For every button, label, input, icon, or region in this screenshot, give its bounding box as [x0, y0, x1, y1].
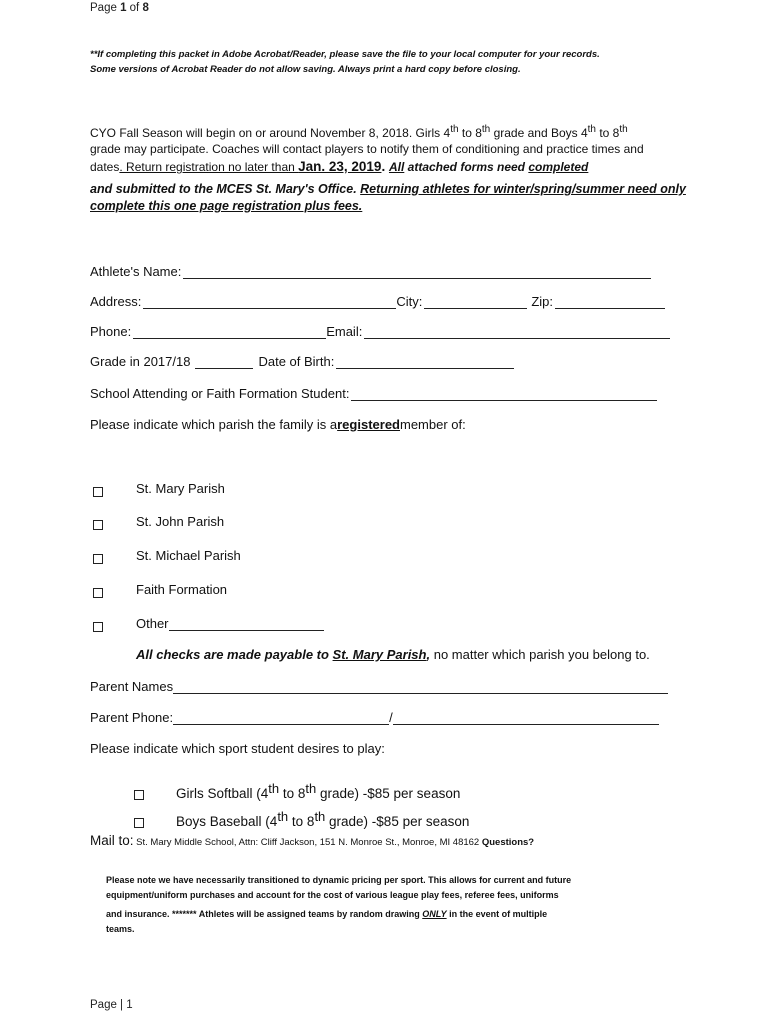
- pricing-note-line: teams.: [106, 924, 135, 934]
- checkbox-icon[interactable]: [93, 520, 103, 530]
- parent-names-label: Parent Names: [90, 679, 174, 694]
- mail-label: Mail to: [90, 833, 130, 848]
- parent-phone-slash: /: [389, 710, 393, 725]
- intro-line-5: complete this one page registration plus fees.: [90, 199, 363, 213]
- payment-text: no matter which parish you belong to.: [430, 647, 650, 662]
- footer-page-number: 1: [126, 999, 133, 1011]
- acrobat-note: [90, 47, 600, 77]
- grade-label: Grade in 2017/18: [90, 354, 191, 369]
- address-label: Address:: [90, 294, 142, 309]
- parent-phone-row: [90, 710, 659, 725]
- superscript: th: [619, 124, 628, 135]
- sport-text: to 8: [288, 814, 315, 829]
- grade-input-line[interactable]: [195, 355, 253, 369]
- sport-label: [176, 781, 460, 801]
- parish-label: St. Mary Parish: [136, 481, 225, 496]
- zip-label: Zip:: [531, 294, 553, 309]
- intro-returning-text: Returning athletes for winter/spring/summer need only: [360, 182, 686, 196]
- acrobat-note-line-1: **If completing this packet in Adobe Acrobat/Reader, please save the file to your local computer for your records.: [90, 49, 600, 60]
- parish-question: [90, 417, 466, 432]
- payment-text: All checks are made payable to: [136, 647, 333, 662]
- superscript: th: [305, 781, 317, 796]
- grade-dob-row: [90, 354, 514, 369]
- parish-question-text: Please indicate which parish the family is a: [90, 417, 338, 432]
- dob-input-line[interactable]: [336, 355, 514, 369]
- sport-text: Girls Softball (4: [176, 786, 269, 801]
- intro-text: to 8: [595, 126, 620, 140]
- address-input-line[interactable]: [143, 295, 396, 309]
- pricing-note-text: and insurance. ******* Athletes will be assigned teams by random drawing: [106, 909, 423, 919]
- page-header-total: 8: [142, 2, 149, 14]
- page-header-mid: of: [126, 2, 143, 14]
- parish-question-text: member of:: [400, 417, 466, 432]
- dob-label: Date of Birth:: [258, 354, 335, 369]
- superscript: th: [450, 124, 459, 135]
- checkbox-icon[interactable]: [134, 818, 144, 828]
- athlete-name-field[interactable]: [90, 264, 651, 279]
- parish-label: Other: [136, 616, 169, 631]
- phone-email-row: [90, 324, 670, 339]
- payment-text: ,: [426, 647, 431, 662]
- intro-text: to 8: [458, 126, 482, 140]
- intro-completed: completed: [528, 160, 589, 174]
- athlete-name-input-line[interactable]: [183, 265, 651, 279]
- parish-option-st-john[interactable]: [93, 514, 225, 535]
- school-label: School Attending or Faith Formation Student:: [90, 386, 350, 401]
- superscript: th: [268, 781, 280, 796]
- sport-option-softball[interactable]: [134, 781, 461, 805]
- parent-names-input-line[interactable]: [173, 680, 668, 694]
- sport-text: to 8: [279, 786, 306, 801]
- superscript: th: [587, 124, 596, 135]
- sport-question: Please indicate which sport student desires to play:: [90, 741, 385, 756]
- checkbox-icon[interactable]: [93, 487, 103, 497]
- mail-address: St. Mary Middle School, Attn: Cliff Jackson, 151 N. Monroe St., Monroe, MI 48162: [133, 837, 482, 848]
- sport-text: Boys Baseball (4: [176, 814, 278, 829]
- intro-all: All: [388, 160, 405, 174]
- acrobat-note-line-2: Some versions of Acrobat Reader do not allow saving. Always print a hard copy before closing.: [90, 64, 521, 75]
- sport-text: grade) -$85 per season: [316, 786, 461, 801]
- parish-label: St. John Parish: [136, 514, 225, 529]
- superscript: th: [481, 124, 491, 135]
- parish-option-st-mary[interactable]: [93, 481, 225, 502]
- zip-input-line[interactable]: [555, 295, 665, 309]
- parish-label: Faith Formation: [136, 582, 228, 597]
- pricing-note-line: Please note we have necessarily transitioned to dynamic pricing per sport. This allows for current and future: [106, 875, 572, 885]
- page-footer: [90, 999, 133, 1011]
- checkbox-icon[interactable]: [93, 588, 103, 598]
- page-header-prefix: Page: [90, 2, 121, 14]
- parish-label: St. Michael Parish: [136, 548, 241, 563]
- checkbox-icon[interactable]: [134, 790, 144, 800]
- intro-line-1: [90, 121, 628, 142]
- city-label: City:: [396, 294, 423, 309]
- sport-option-baseball[interactable]: [134, 809, 470, 833]
- pricing-note-line: equipment/uniform purchases and account for the cost of various league play fees, referee fees, uniforms: [106, 890, 559, 900]
- intro-line-2: grade may participate. Coaches will contact players to notify them of conditioning and practice times and: [90, 142, 644, 156]
- other-input-line[interactable]: [169, 617, 324, 631]
- pricing-note-only: ONLY: [422, 909, 447, 919]
- parish-option-other[interactable]: [93, 616, 169, 637]
- footer-label: Page |: [90, 999, 127, 1011]
- superscript: th: [277, 809, 289, 824]
- intro-text: grade and Boys 4: [490, 126, 588, 140]
- school-row: [90, 386, 657, 401]
- intro-text: attached forms need: [404, 160, 529, 174]
- other-field: [136, 616, 324, 631]
- phone-input-line[interactable]: [133, 325, 326, 339]
- intro-text: and submitted to the MCES St. Mary's Office.: [90, 182, 361, 196]
- payment-note: [136, 647, 650, 662]
- questions-text: Questions?: [481, 837, 535, 848]
- city-input-line[interactable]: [424, 295, 527, 309]
- page-header-current: 1: [120, 2, 127, 14]
- phone-label: Phone:: [90, 324, 132, 339]
- mail-to: [90, 832, 534, 850]
- checkbox-icon[interactable]: [93, 554, 103, 564]
- email-input-line[interactable]: [364, 325, 670, 339]
- parent-phone-input-line-2[interactable]: [393, 711, 659, 725]
- email-label: Email:: [326, 324, 363, 339]
- intro-text: dates: [90, 160, 120, 174]
- school-input-line[interactable]: [351, 387, 657, 401]
- intro-text: .: [381, 159, 389, 174]
- athlete-name-label: Athlete's Name:: [90, 264, 182, 279]
- parent-phone-label: Parent Phone:: [90, 710, 174, 725]
- pricing-note-line: [106, 907, 571, 922]
- sport-label: [176, 809, 469, 829]
- pricing-note-text: in the event of multiple: [446, 909, 548, 919]
- intro-deadline-text: . Return registration no later than: [119, 160, 299, 174]
- parish-registered-text: registered: [337, 417, 400, 432]
- page-header: [90, 2, 149, 14]
- parent-phone-input-line-1[interactable]: [173, 711, 389, 725]
- mail-colon: :: [129, 833, 134, 848]
- parent-names-row: [90, 679, 668, 694]
- intro-line-3: [90, 158, 588, 176]
- address-row: [90, 294, 665, 309]
- deadline-date: Jan. 23, 2019: [298, 159, 382, 174]
- parish-option-st-michael[interactable]: [93, 548, 241, 569]
- intro-text: CYO Fall Season will begin on or around November 8, 2018. Girls 4: [90, 126, 451, 140]
- superscript: th: [314, 809, 326, 824]
- checkbox-icon[interactable]: [93, 622, 103, 632]
- pricing-note: [106, 873, 571, 937]
- intro-line-4: [90, 181, 686, 198]
- payment-payee: St. Mary Parish: [332, 647, 427, 662]
- sport-text: grade) -$85 per season: [325, 814, 470, 829]
- parish-option-faith-formation[interactable]: [93, 582, 228, 603]
